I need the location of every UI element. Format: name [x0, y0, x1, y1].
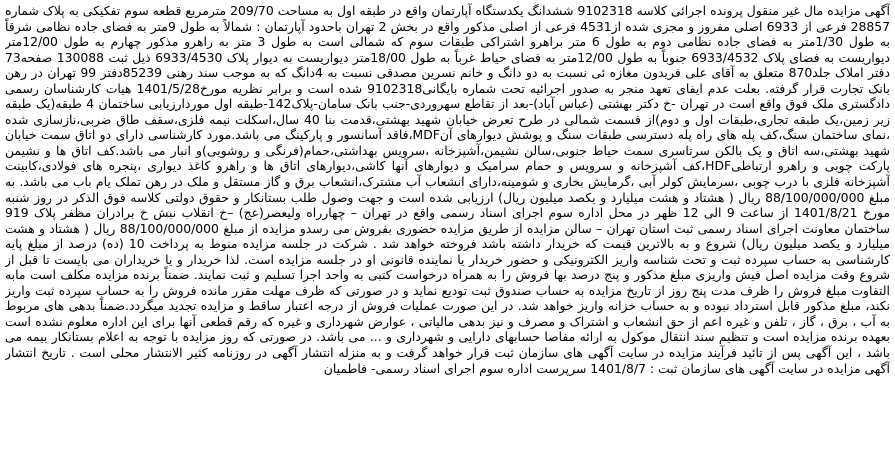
notice-body-text: آگهی مزایده مال غیر منقول پرونده اجرائی کلاسه 9102318 ششدانگ یکدستگاه آپارتمان واقع در طبقه اول به مساحت 209/70 مترمربع قطعه سوم تفکیکی به پلاک شماره 28857 فرعی از 6933 اصلی مفروز و مجزی شده از4531 فرعی از اصلی مذکور واقع در بخش 2 تهران باحدود آپارتمان : شمالاً به طول 9متر به فضای جاده نظامی شرقاً به طول 1/30متر به فضای جاده نظامی دوم به طول 6 متر براهرو اشتراکی طبقات سوم که شمالی است به طول 3 متر به راهرو مذکور چهارم به طول 12/00متر دیواریست به فضای پلاک 6933/4532 جنوباً به طول 12/00متر به فضای حیاط غرباً به طول 18/00متر دیواریست به دیوار پلاک 6933/4530 ذیل ثبت 130088 صفحه73 دفتر املاک جلد870 متعلق به آقای علی فریدون مغازه ئی نسبت به دو دانگ و خانم نسرین مصدقی نسبت به 4دانگ که به موجب سند رهنی 85239دفتر 99 تهران در رهن بانک تجارت قرار گرفته. بعلت عدم ایفای تعهد منجر به صدور اجرائیه تحت شماره بایگانی9102318 شده است و برابر نظریه مورخ1401/5/28 هیات کارشناسان رسمی دادگستری ملک فوق واقع است در تهران -خ دکتر بهشتی (عباس آباد)-بعد از تقاطع سهروردی-جنب بانک سامان-پلاک142-طبقه اول موردارزیابی ساختمان 4 طبقه(یک طبقه زیر زمین،یک طبقه تجاری،طبقات اول و دوم)از قسمت شمالی در طرح تعرض خیابان شهید بهشتی،قدمت بنا 40 سال،اسکلت نیمه فلزی،سقف طاق ضربی،نازسازی شده ،نمای ساختمان سنگ،کف پله های راه پله دسترسی طبقات سنگ و پوشش دیوارهای آنMDF،فاقد آسانسور و پارکینگ می باشد.مورد کارشناسی دارای دو اتاق سمت خیابان شهید بهشتی،سه اتاق و یک بالکن سرتاسری سمت حیاط جنوبی،سالن نشیمن،آشپزخانه ،سرویس بهداشتی،حمام(فرنگی و روشویی)و انبار می باشد.کف اتاق ها و نشیمن پارکت چوبی و راهرو ارتباطیHDF،کف آشپزخانه و سرویس و حمام سرامیک و دیوارهای آنها کاشی،دیوارهای اتاق ها و راهرو کاغذ دیواری ،پنجره های فولادی،کابینت آشپزخانه فلزی با درب چوبی ،سرمایش کولر آبی ،گرمایش بخاری و شومینه،دارای انشعاب آب مشترک،انشعاب برق و گاز مستقل و ملک در رهن تملک یام باب می باشد. به مبلغ 88/100/000/000 ریال ( هشتاد و هشت میلیارد و یکصد میلیون ریال) ارزیابی شده است و جهت وصول طلب بستانکار و حقوق دولتی کلاسه فوق الذکر در روز شنبه مورخ 1401/8/21 از ساعت 9 الی 12 ظهر در محل اداره سوم اجرای اسناد رسمی واقع در تهران – چهارراه ولیعصر(عج) –خ انقلاب نبش خ برادران مظفر پلاک 919 ساختمان معاونت اجرای اسناد رسمی ثبت استان تهران – سالن مزایده از طریق مزایده حضوری بفروش می رسدو مزایده از مبلغ 88/100/000/000 ریال ( هشتاد و هشت میلیارد و یکصد میلیون ریال) شروع و به بالاترین قیمت که خریدار داشته باشد فروخته خواهد شد . شرکت در جلسه مزایده منوط به پرداخت 10 (ده) درصد از مبلغ پایه کارشناسی به حساب سپرده ثبت و تحت شناسه واریز الکترونیکی و حضور خریدار یا نماینده قانونی او در جلسه مزایده است. لذا خریدار و یا خریداران می بایست تا قبل از شروع وقت مزایده اصل فیش واریزی مبلغ مذکور و پنج درصد بها فروش را به همراه درخواست کتبی به واحد اجرا تسلیم و ثبت نمایند. ضمناً برنده مزایده مکلف است مابه التفاوت مبلغ فروش را ظرف مدت پنج روز از تاریخ مزایده به حساب صندوق ثبت تودیع نماید و در صورتی که ظرف مهلت مقرر مانده فروش را به حساب سپرده ثبت واریز نکند، مبلغ مذکور قابل استرداد نبوده و به حساب خزانه واریز خواهد شد. در این صورت عملیات فروش از درجه اعتبار ساقط و مزایده تجدید میگردد.ضمناً بدهی های مربوط به آب ، برق ، گاز ، تلفن و غیره اعم از حق انشعاب و اشتراک و مصرف و نیز بدهی مالیاتی ، عوارض شهرداری و غیره که رقم قطعی آنها برای این اداره معلوم نشده است بعهده برنده مزایده است و تنظیم سند انتقال موکول به ارائه مفاصا حسابهای دارایی و شهرداری و ... می باشد. در صورتی که روز مزایده با توجه به اعلام بستانکار بیمه می باشد ، این آگهی پس از تائید فرآیند مزایده در سایت آگهی های سازمان ثبت قرار خواهد گرفت و به منزله انتشار آگهی در روزنامه کثیر الانتشار محلی است . تاریخ انتشار آگهی مزایده در سایت آگهی های سازمان ثبت : 1401/8/7 سرپرست اداره سوم اجرای اسناد رسمی- فاطمیان: [5, 3, 890, 376]
auction-notice: [5, 3, 890, 469]
